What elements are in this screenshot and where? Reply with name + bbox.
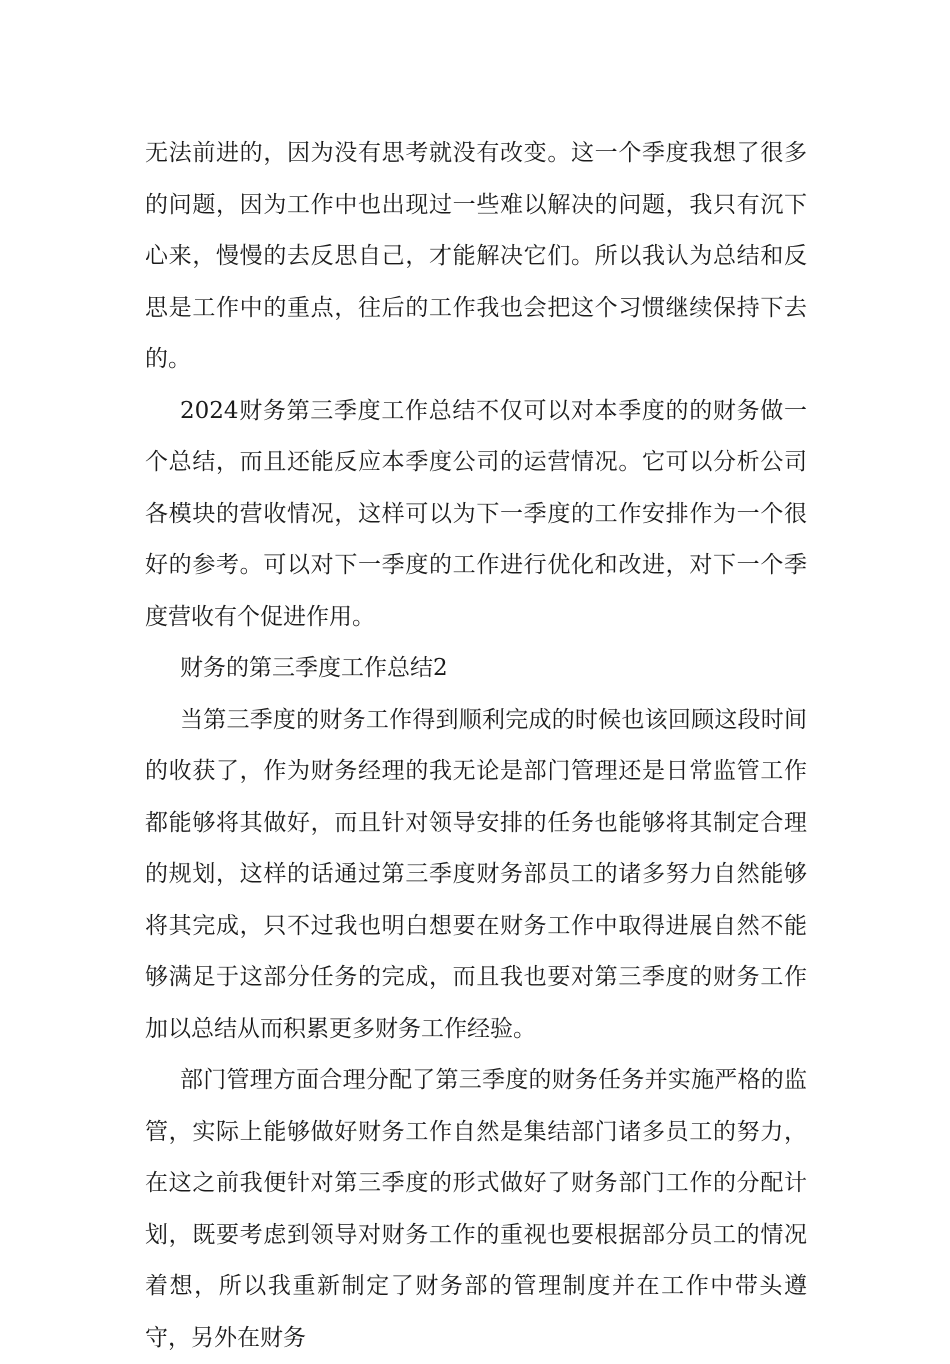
- paragraph-4: 部门管理方面合理分配了第三季度的财务任务并实施严格的监管，实际上能够做好财务工作自然是集结部门诸多员工的努力，在这之前我便针对第三季度的形式做好了财务部门工作的分配计划，既要考虑到领导对财务工作的重视也要根据部分员工的情况着想，所以我重新制定了财务部的管理制度并在工作中带头遵守，另外在财务: [145, 1067, 807, 1351]
- section-heading: 财务的第三季度工作总结2: [180, 655, 448, 681]
- paragraph-1: 无法前进的，因为没有思考就没有改变。这一个季度我想了很多的问题，因为工作中也出现过一些难以解决的问题，我只有沉下心来，慢慢的去反思自己，才能解决它们。所以我认为总结和反思是工作中的重点，往后的工作我也会把这个习惯继续保持下去的。: [145, 140, 807, 372]
- paragraph-3: 当第三季度的财务工作得到顺利完成的时候也该回顾这段时间的收获了，作为财务经理的我无论是部门管理还是日常监管工作都能够将其做好，而且针对领导安排的任务也能够将其制定合理的规划，这样的话通过第三季度财务部员工的诸多努力自然能够将其完成，只不过我也明白想要在财务工作中取得进展自然不能够满足于这部分任务的完成，而且我也要对第三季度的财务工作加以总结从而积累更多财务工作经验。: [145, 706, 807, 1042]
- paragraph-2: 2024财务第三季度工作总结不仅可以对本季度的的财务做一个总结，而且还能反应本季度公司的运营情况。它可以分析公司各模块的营收情况，这样可以为下一季度的工作安排作为一个很好的参考。可以对下一季度的工作进行优化和改进，对下一个季度营收有个促进作用。: [145, 397, 807, 630]
- document-page: [145, 128, 807, 1364]
